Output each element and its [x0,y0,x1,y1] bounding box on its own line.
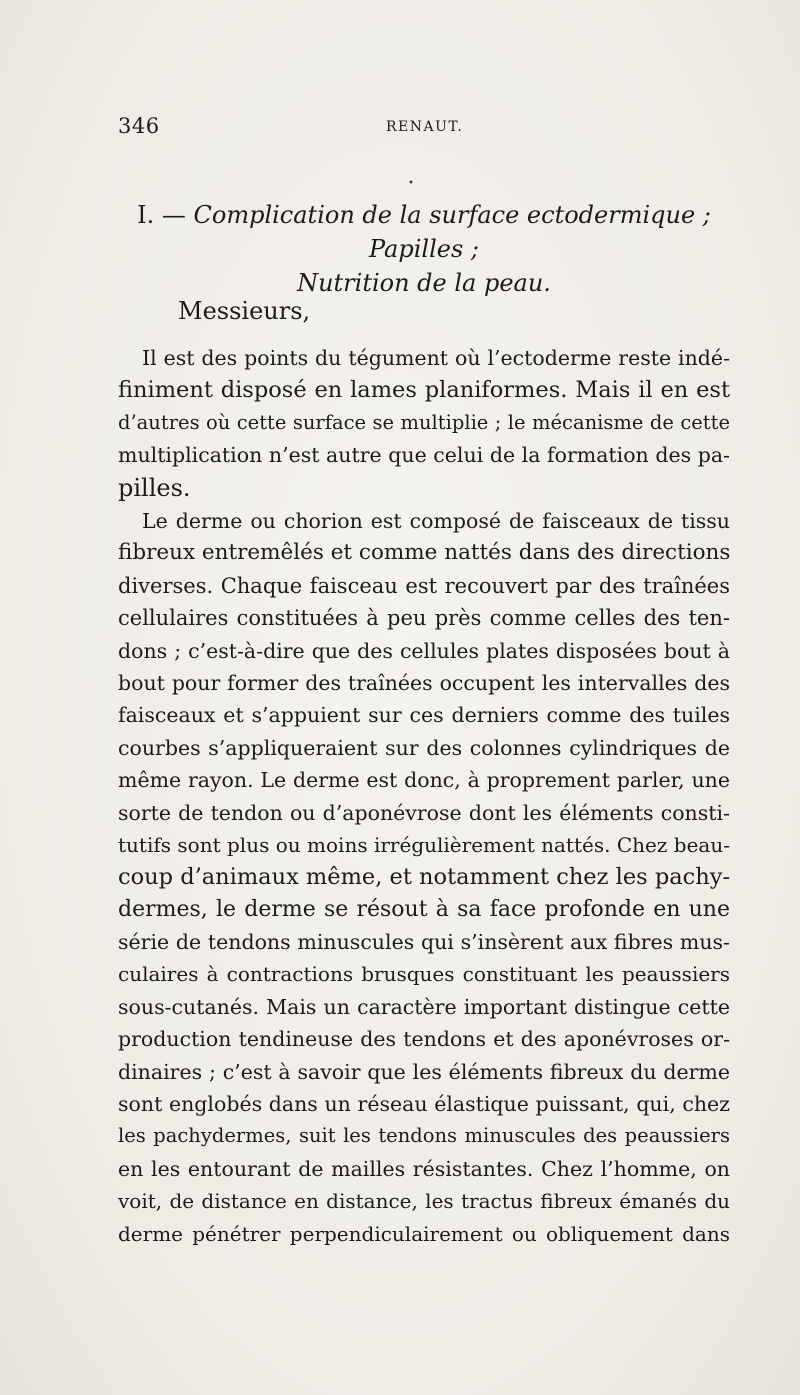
text-line: coup d’animaux même, et notamment chez les pachy- [118,864,731,891]
running-head [118,114,730,144]
section-title-part-1: Complication de la surface ectodermique ; Papilles ; [193,201,711,263]
text-line: production tendineuse des tendons et des aponévroses or- [118,1027,730,1052]
text-line: courbes s’appliqueraient sur des colonnes cylindriques de [118,735,730,760]
text-line: dons ; c’est-à-dire que des cellules plates disposées bout à [118,638,730,663]
text-line: dinaires ; c’est à savoir que les éléments fibreux du derme [118,1059,730,1084]
text-line: voit, de distance en distance, les tractus fibreux émanés du [118,1189,730,1214]
text-line: en les entourant de mailles résistantes. Chez l’homme, on [118,1156,730,1181]
section-heading-line-1 [118,198,730,266]
text-line: multiplication n’est autre que celui de la formation des pa- [118,443,730,468]
salutation: Messieurs, [178,297,311,325]
section-numeral: I. — [137,201,186,229]
text-line: même rayon. Le derme est donc, à proprement parler, une [118,768,730,793]
text-line: culaires à contractions brusques constituant les peaussiers [118,962,730,987]
text-line: série de tendons minuscules qui s’insèrent aux fibres mus- [118,930,730,955]
paragraph-1 [118,342,730,504]
text-line: pilles. [118,473,191,502]
text-line: fibreux entremêlés et comme nattés dans des directions [118,540,731,566]
text-line: sont englobés dans un réseau élastique puissant, qui, chez [118,1092,730,1117]
text-line: tutifs sont plus ou moins irrégulièrement nattés. Chez beau- [118,832,730,857]
text-line: bout pour former des traînées occupent les intervalles des [118,670,730,695]
paragraph-2 [118,505,730,1250]
text-line: sorte de tendon ou d’aponévrose dont les éléments consti- [118,800,730,825]
page-number: 346 [118,114,160,138]
running-title: RENAUT. [386,119,464,135]
text-line: Le derme ou chorion est composé de faisceaux de tissu [142,509,730,533]
text-line: sous-cutanés. Mais un caractère important distingue cette [118,994,730,1019]
text-line: Il est des points du tégument où l’ectoderme reste indé- [142,346,730,370]
text-line: derme pénétrer perpendiculairement ou obliquement dans [118,1221,730,1246]
section-heading [118,198,730,300]
text-line: cellulaires constituées à peu près comme celles des ten- [118,606,730,631]
printer-mark: • [408,178,414,189]
text-line: les pachydermes, suit les tendons minuscules des peaussiers [118,1124,730,1148]
text-line: faisceaux et s’appuient sur ces derniers comme des tuiles [118,703,730,728]
text-line: d’autres où cette surface se multiplie ; le mécanisme de cette [118,410,730,434]
text-line: dermes, le derme se résout à sa face profonde en une [118,896,730,922]
section-title-part-2: Nutrition de la peau. [297,269,551,297]
text-line: finiment disposé en lames planiformes. Mais il en est [118,377,730,404]
text-line: diverses. Chaque faisceau est recouvert par des traînées [118,573,730,598]
